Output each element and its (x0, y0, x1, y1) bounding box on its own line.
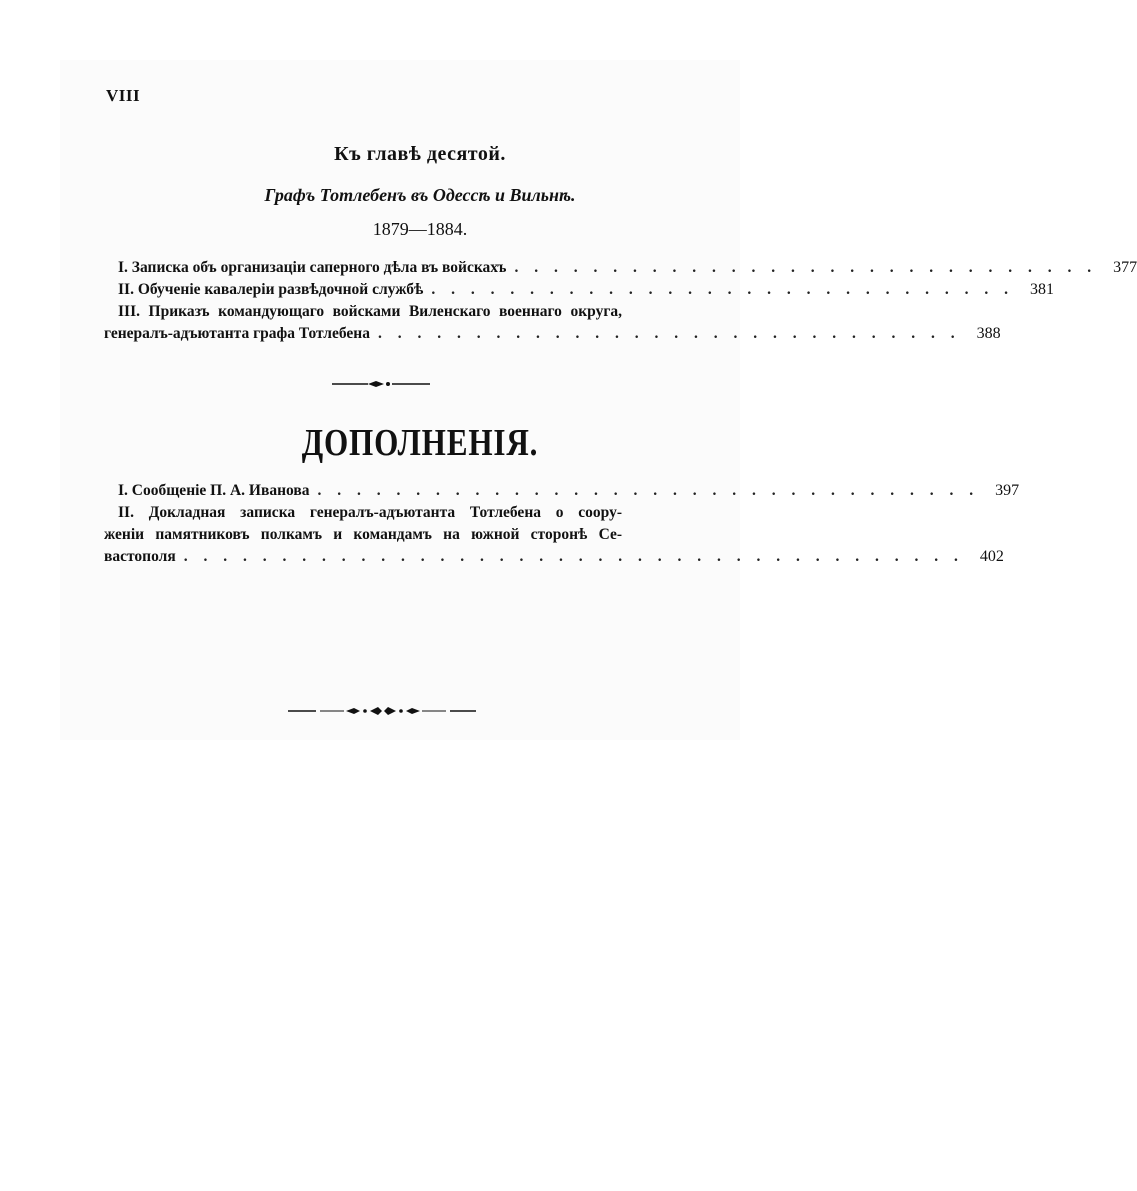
toc-entry-title: генералъ-адъютанта графа Тотлебена (104, 325, 370, 342)
toc-entry-page: 402 (979, 548, 1004, 565)
toc-entry-title-line: женіи памятниковъ полкамъ и командамъ на южной сторонѣ Се- (104, 526, 622, 543)
toc-entry[interactable] (104, 257, 1137, 279)
dot-leader: . . . . . . . . . . . . . . . . . . . . . . . . . . . . . . (377, 325, 961, 342)
page-number: VIII (106, 86, 141, 105)
toc-entry[interactable] (104, 502, 1004, 568)
toc-entry-page: 381 (1029, 281, 1054, 298)
toc-entry[interactable] (104, 279, 1054, 301)
toc-entry-page: 388 (976, 325, 1001, 342)
toc-entry[interactable] (104, 480, 1020, 502)
toc-entry-title: I. Сообщеніе П. А. Иванова (118, 482, 310, 499)
toc-entry-page: 397 (995, 482, 1020, 499)
dot-leader: . . . . . . . . . . . . . . . . . . . . . . . . . . . . . . . . . . (317, 482, 980, 499)
chapter-heading: Къ главѣ десятой. (334, 143, 506, 165)
chapter-years: 1879—1884. (372, 219, 468, 239)
toc-entry-title-line: II. Докладная записка генералъ-адъютанта Тотлебена о соору- (118, 504, 622, 521)
toc-entry-title: II. Обученіе кавалеріи развѣдочной службѣ (118, 281, 424, 298)
dot-leader: . . . . . . . . . . . . . . . . . . . . . . . . . . . . . . . . . . . . . . . . (183, 548, 964, 565)
toc-entry-title: вастополя (104, 548, 176, 565)
toc-entry[interactable] (104, 301, 1001, 345)
appendix-heading: ДОПОЛНЕНІЯ. (301, 422, 539, 464)
toc-appendix (104, 480, 1020, 568)
dot-leader: . . . . . . . . . . . . . . . . . . . . . . . . . . . . . . (514, 259, 1098, 276)
ornament-divider (330, 378, 432, 390)
chapter-subtitle: Графъ Тотлебенъ въ Одессѣ и Вильнѣ. (264, 185, 576, 205)
toc-entry-page: 377 (1113, 259, 1137, 276)
dot-leader: . . . . . . . . . . . . . . . . . . . . . . . . . . . . . . (431, 281, 1014, 298)
toc-entry-title-line: III. Приказъ командующаго войсками Виленскаго военнаго округа, (118, 303, 622, 320)
toc-entry-title: I. Записка объ организаціи саперного дѣла въ войскахъ (118, 259, 507, 276)
toc-chapter10 (104, 257, 1137, 345)
ornament-end (286, 704, 478, 718)
